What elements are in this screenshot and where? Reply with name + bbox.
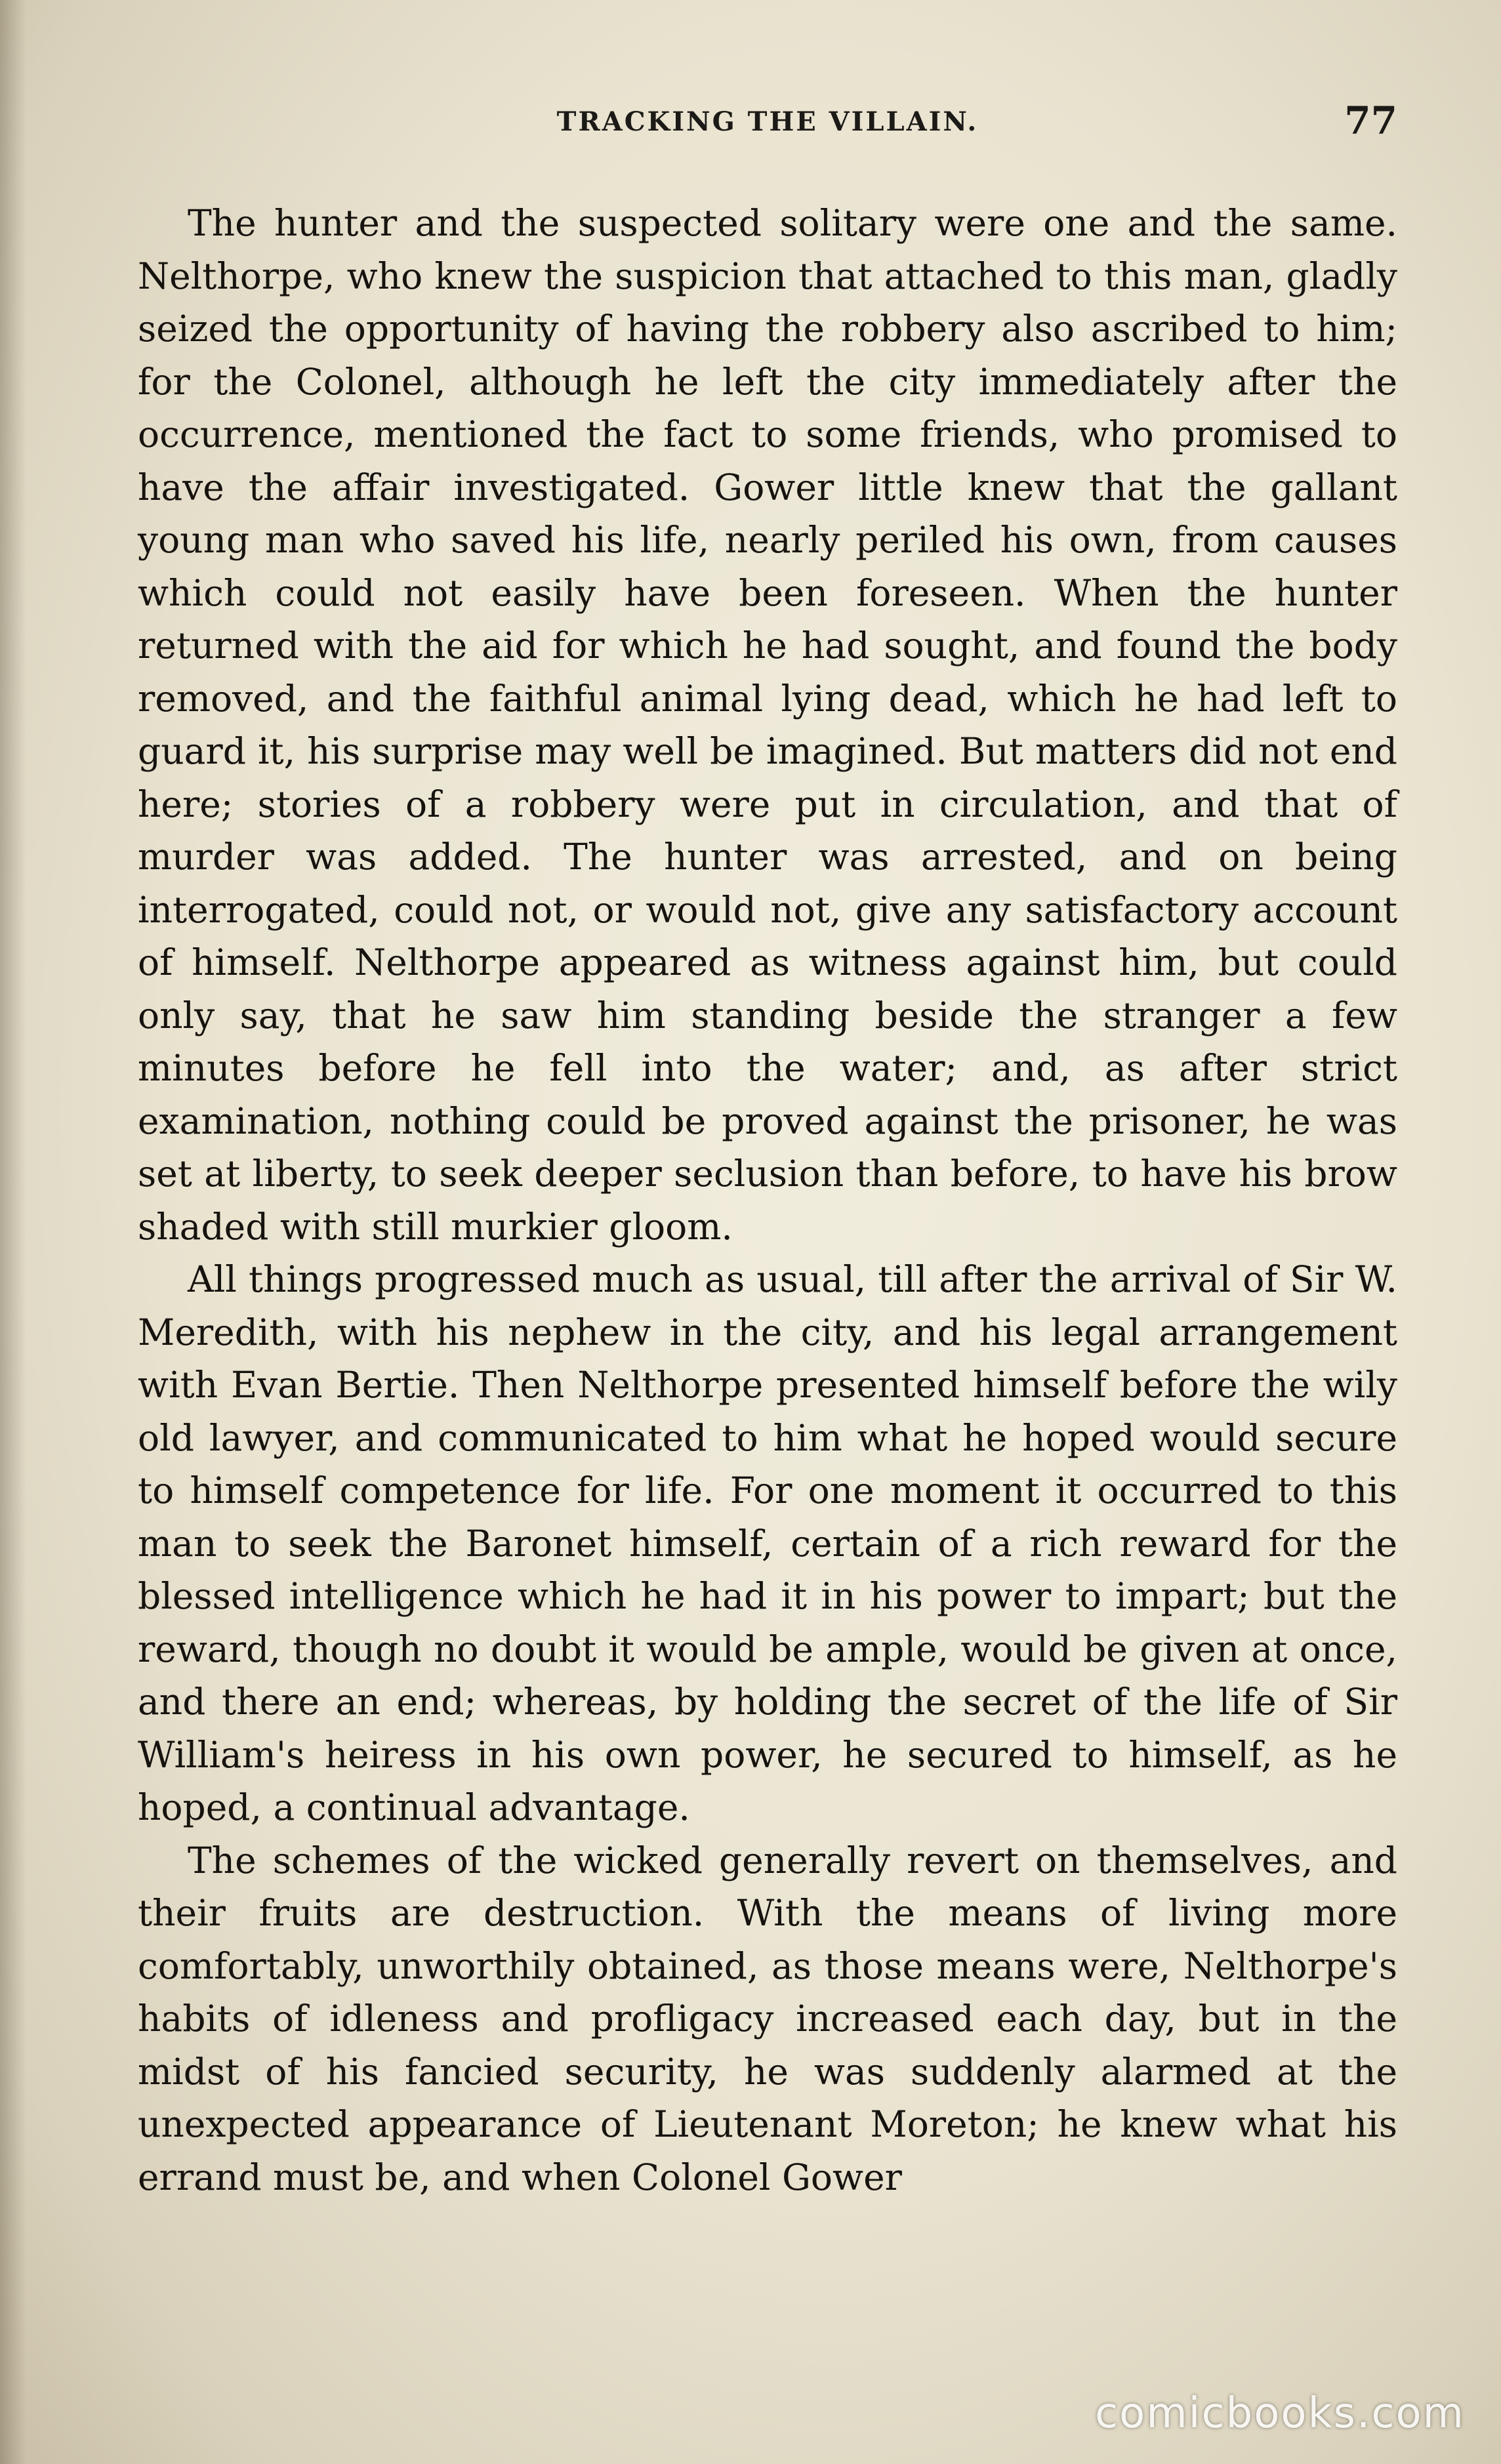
paragraph-2: All things progressed much as usual, till after the arrival of Sir W. Meredith, with his nephew in the city, and his legal arrangement with Evan Bertie. Then Nelthorpe presented himself before the wily old lawyer, and communicated to him what he hoped would secure to himself competence for life. For one moment it occurred to this man to seek the Baronet himself, certain of a rich reward for the blessed intelligence which he had it in his power to impart; but the reward, though no doubt it would be ample, would be given at once, and there an end; whereas, by holding the secret of the life of Sir William's heiress in his own power, he secured to himself, as he hoped, a continual advantage.: [138, 1258, 1397, 1828]
running-title: TRACKING THE VILLAIN.: [556, 106, 979, 137]
paragraph-3: The schemes of the wicked generally revert on themselves, and their fruits are destruction. With the means of living more comfortably, unworthily obtained, as those means were, Nelthorpe's habits of idleness and profligacy increased each day, but in the midst of his fancied security, he was suddenly alarmed at the unexpected appearance of Lieutenant Moreton; he knew what his errand must be, and when Colonel Gower: [138, 1839, 1397, 2198]
body-text: [138, 197, 1397, 2204]
watermark: comicbooks.com: [1094, 2389, 1465, 2438]
running-head: [138, 98, 1397, 151]
paragraph-1: The hunter and the suspected solitary were one and the same. Nelthorpe, who knew the suspicion that attached to this man, gladly seized the opportunity of having the robbery also ascribed to him; for the Colonel, although he left the city immediately after the occurrence, mentioned the fact to some friends, who promised to have the affair investigated. Gower little knew that the gallant young man who saved his life, nearly periled his own, from causes which could not easily have been foreseen. When the hunter returned with the aid for which he had sought, and found the body removed, and the faithful animal lying dead, which he had left to guard it, his surprise may well be imagined. But matters did not end here; stories of a robbery were put in circulation, and that of murder was added. The hunter was arrested, and on being interrogated, could not, or would not, give any satisfactory account of himself. Nelthorpe appeared as witness against him, but could only say, that he saw him standing beside the stranger a few minutes before he fell into the water; and, as after strict examination, nothing could be proved against the prisoner, he was set at liberty, to seek deeper seclusion than before, to have his brow shaded with still murkier gloom.: [138, 202, 1397, 1248]
page-number: 77: [1344, 98, 1397, 143]
page-edge-shadow: [0, 0, 26, 2464]
